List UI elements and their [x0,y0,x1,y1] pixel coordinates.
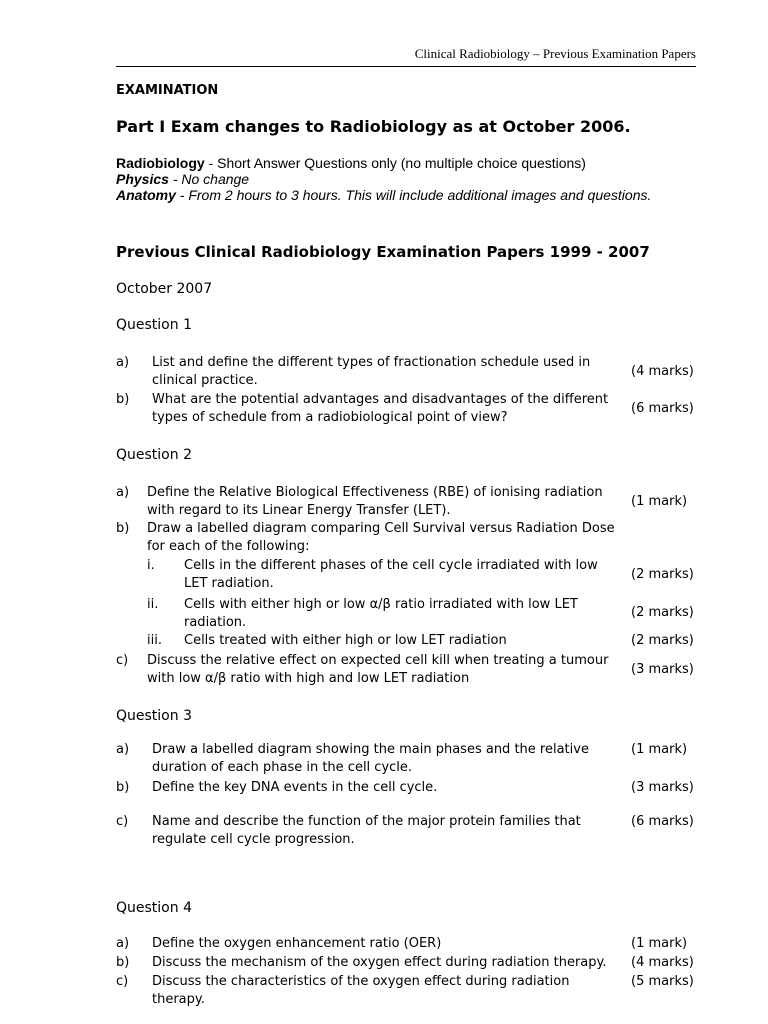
item-text: List and define the different types of fractionation schedule used in clinical practice. [152,355,591,388]
item-text: Cells treated with either high or low LET radiation [184,633,507,648]
item-text: Define the key DNA events in the cell cycle. [152,780,438,795]
item-text: What are the potential advantages and disadvantages of the different types of schedule from a radiobiological point of view? [152,392,609,425]
question-4a-marks: (1 mark) [631,936,688,951]
item-text: Discuss the characteristics of the oxygen effect during radiation therapy. [152,974,570,1007]
item-text: Name and describe the function of the major protein families that regulate cell cycle progression. [152,814,581,847]
question-1a-marks: (4 marks) [631,364,694,379]
question-4c-marks: (5 marks) [631,974,694,989]
question-3c-marks: (6 marks) [631,814,694,829]
item-label: c) [116,974,129,989]
physics-text: - No change [168,171,250,187]
session-heading: October 2007 [116,281,213,297]
physics-label: Physics [116,171,169,187]
previous-papers-title: Previous Clinical Radiobiology Examination Papers 1999 - 2007 [116,243,650,261]
exam-changes [116,155,656,203]
item-label: a) [116,485,130,500]
item-label: b) [116,780,130,795]
item-text: Draw a labelled diagram comparing Cell Survival versus Radiation Dose for each of the following: [147,521,615,554]
anatomy-label: Anatomy [116,187,176,203]
question-2b-i-marks: (2 marks) [631,567,694,582]
radiobiology-text: - Short Answer Questions only (no multiple choice questions) [204,155,586,171]
radiobiology-line [116,155,656,171]
item-label: ii. [147,597,159,612]
item-label: a) [116,936,130,951]
question-2b-ii-marks: (2 marks) [631,605,694,620]
anatomy-text: - From 2 hours to 3 hours. This will include additional images and questions. [175,187,652,203]
question-4b-marks: (4 marks) [631,955,694,970]
item-label: b) [116,392,130,407]
physics-line [116,171,656,187]
item-text: Define the Relative Biological Effectiveness (RBE) of ionising radiation with regard to its Linear Energy Transfer (LET). [147,485,603,518]
item-label: b) [116,955,130,970]
question-2c-marks: (3 marks) [631,662,694,677]
item-text: Cells in the different phases of the cell cycle irradiated with low LET radiation. [184,558,598,591]
item-text: Cells with either high or low α/β ratio irradiated with low LET radiation. [184,597,578,630]
examination-label: EXAMINATION [116,83,219,98]
item-label: c) [116,653,129,668]
item-text: Draw a labelled diagram showing the main phases and the relative duration of each phase in the cell cycle. [152,742,589,775]
item-label: a) [116,355,130,370]
question-1b-marks: (6 marks) [631,401,694,416]
item-label: c) [116,814,129,829]
item-label: b) [116,521,130,536]
item-label: iii. [147,633,162,648]
item-label: a) [116,742,130,757]
item-text: Discuss the relative effect on expected cell kill when treating a tumour with low α/β ratio with high and low LET radiation [147,653,609,686]
part-title: Part I Exam changes to Radiobiology as at October 2006. [116,117,631,136]
item-text: Define the oxygen enhancement ratio (OER) [152,936,442,951]
running-header: Clinical Radiobiology – Previous Examination Papers [116,46,696,67]
radiobiology-label: Radiobiology [116,155,205,171]
question-2b-iii-marks: (2 marks) [631,633,694,648]
question-2-heading: Question 2 [116,447,192,463]
question-2a-marks: (1 mark) [631,494,688,509]
question-3-heading: Question 3 [116,708,192,724]
question-1-heading: Question 1 [116,317,192,333]
question-3a-marks: (1 mark) [631,742,688,757]
item-label: i. [147,558,155,573]
item-text: Discuss the mechanism of the oxygen effect during radiation therapy. [152,955,607,970]
question-4-heading: Question 4 [116,900,192,916]
anatomy-line [116,187,656,203]
question-3b-marks: (3 marks) [631,780,694,795]
